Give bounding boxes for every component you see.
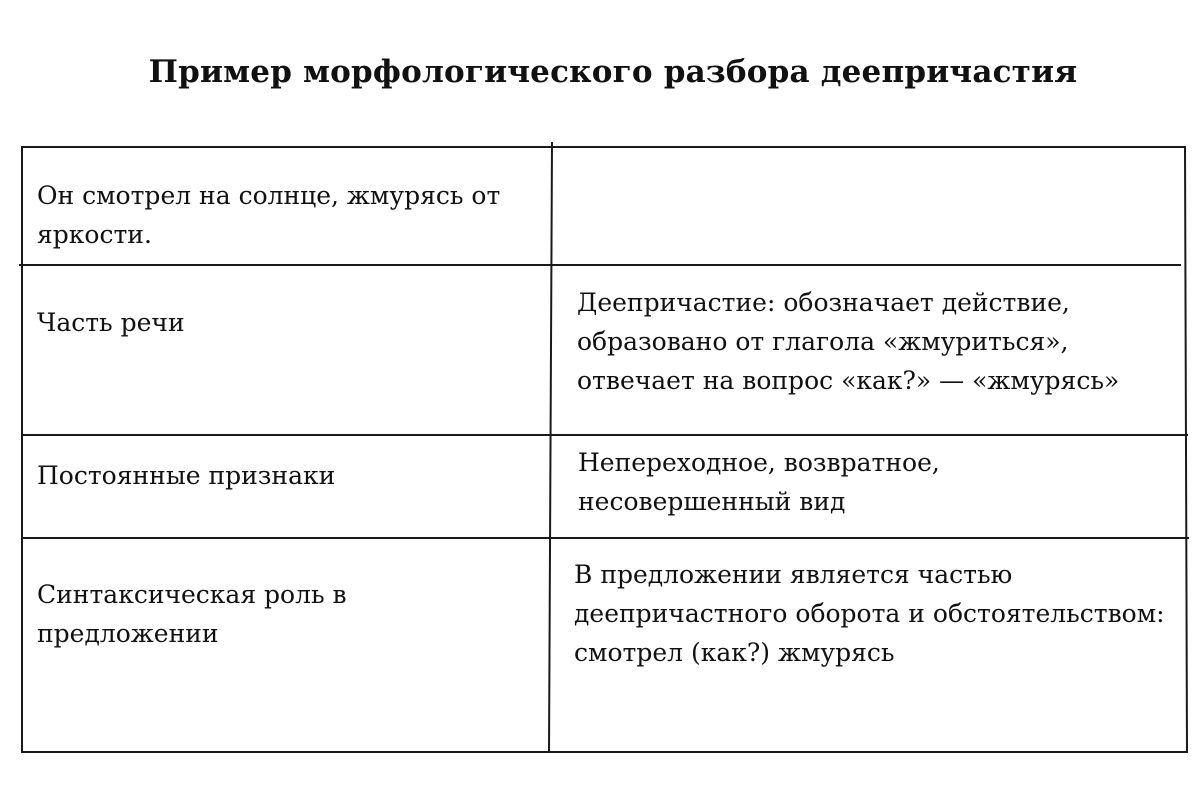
- table-cell-constant-features-value: Непереходное, возвратное, несовершенный вид: [578, 448, 940, 516]
- table-cell-part-of-speech-value: Деепричастие: обозначает действие, образовано от глагола «жмуриться», отвечает на вопрос «как?» — «жмурясь»: [577, 288, 1120, 395]
- table-border-right: [1185, 147, 1187, 752]
- table-cell-syntactic-role-value: В предложении является частью деепричастного оборота и обстоятельством: смотрел (как?) жмурясь: [574, 560, 1165, 667]
- table-cell-constant-features: Постоянные признаки: [37, 461, 336, 490]
- table-cell-sentence: Он смотрел на солнце, жмурясь от яркости.: [37, 181, 501, 249]
- page-title: Пример морфологического разбора деепричастия: [148, 54, 1078, 90]
- table-column-divider: [549, 143, 552, 752]
- table-cell-syntactic-role: Синтаксическая роль в предложении: [37, 580, 347, 648]
- table-cell-part-of-speech: Часть речи: [37, 308, 185, 337]
